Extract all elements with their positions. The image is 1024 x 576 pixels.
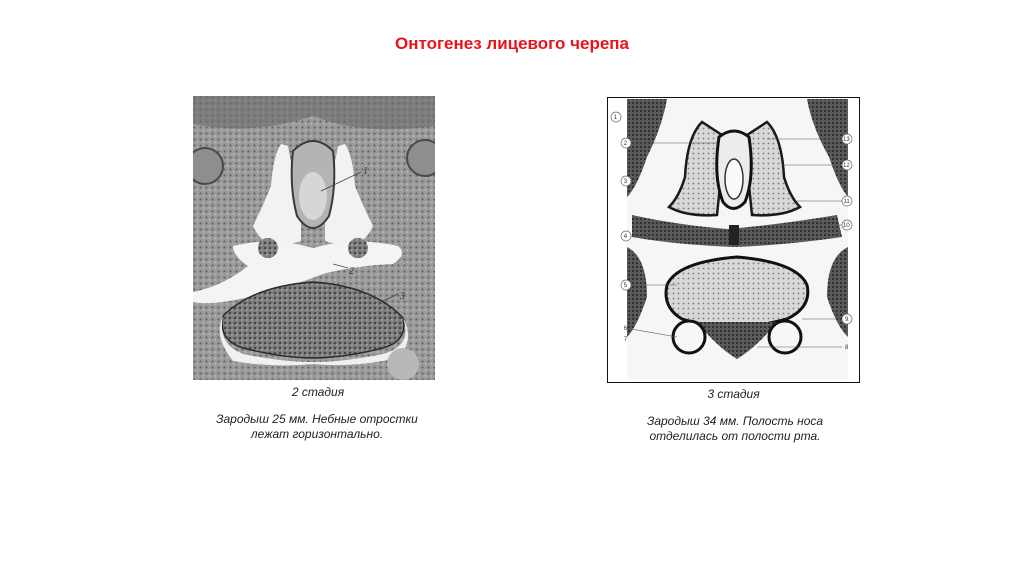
marker-right-10: 10 <box>843 223 850 229</box>
marker-left-1: 1 <box>613 115 618 121</box>
marker-right-12: 12 <box>843 163 850 169</box>
marker-3: 3 <box>400 291 405 302</box>
marker-left-4: 4 <box>623 234 628 240</box>
description-line-1: Зародыш 25 мм. Небные отростки <box>216 412 418 426</box>
histology-image-stage-2 <box>193 96 435 380</box>
marker-left-6: 6 <box>623 326 628 332</box>
description-line-2: лежат горизонтально. <box>250 427 384 441</box>
marker-left-3: 3 <box>623 179 628 185</box>
marker-right-9: 9 <box>845 317 849 323</box>
description-line-2: отделилась от полости рта. <box>649 429 821 443</box>
marker-left-5: 5 <box>623 283 628 289</box>
description-stage-2 <box>196 412 438 442</box>
caption-stage-2: 2 стадия <box>291 385 345 399</box>
description-line-1: Зародыш 34 мм. Полость носа <box>646 414 824 428</box>
description-stage-3 <box>610 414 860 444</box>
marker-right-11: 11 <box>843 199 850 205</box>
marker-1: 1 <box>363 166 368 177</box>
histology-image-stage-3 <box>607 97 860 383</box>
caption-stage-3: 3 стадия <box>707 387 760 401</box>
marker-right-8: 8 <box>845 345 849 351</box>
marker-left-2: 2 <box>623 141 628 147</box>
marker-right-13: 13 <box>843 137 850 143</box>
slide-title: Онтогенез лицевого черепа <box>394 34 630 53</box>
marker-left-7: 7 <box>623 337 628 343</box>
marker-2: 2 <box>349 266 354 277</box>
